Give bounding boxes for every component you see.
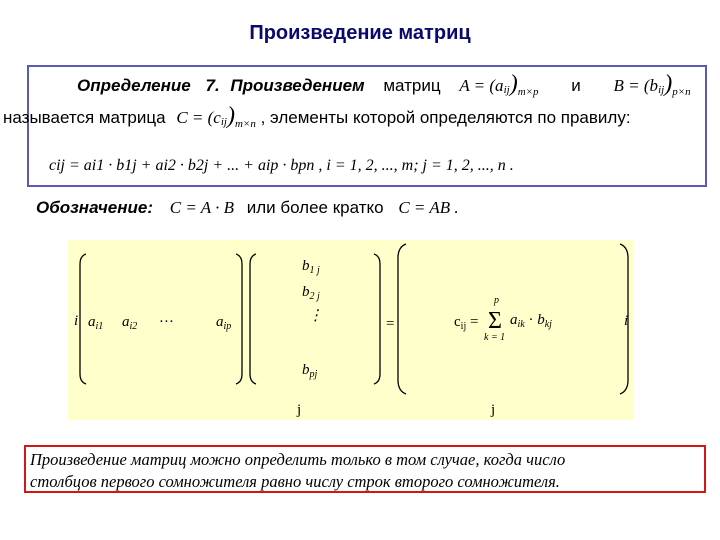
- matrix-B: $B = (bij)_{p\times n}$: [613, 71, 691, 98]
- matrix-A: $A = (aij)_{m\times p}$: [459, 71, 539, 98]
- definition-label: Определение: [77, 76, 191, 95]
- matrix-a-right-bracket: [236, 254, 242, 384]
- col-entry-2: $b_{2 j}$: [302, 284, 320, 302]
- sum-lower-limit: k = 1: [484, 332, 506, 343]
- matrix-C: $C = (cij)_{m\times n}$: [176, 103, 256, 130]
- and-word: и: [571, 76, 581, 95]
- matrix-b-right-bracket: [374, 254, 380, 384]
- row-index-left: i: [74, 313, 79, 329]
- sum-upper-limit: p: [494, 295, 499, 306]
- note-box: [24, 445, 706, 493]
- col-entry-1: $b_{1 j}$: [302, 258, 320, 276]
- equals-sign: =: [386, 316, 395, 332]
- notation-or-text: или более кратко: [246, 198, 384, 217]
- col-entry-last: $b_{pj}$: [302, 362, 318, 380]
- definition-number: 7.: [205, 76, 220, 95]
- called-text: называется матрица: [3, 108, 166, 127]
- rule-text: , элементы которой определяются по правилу:: [260, 108, 631, 127]
- result-left-bracket: [398, 244, 406, 394]
- row-entry-ellipsis: …: [160, 310, 174, 326]
- row-entry-last: $a_{ip}$: [216, 314, 232, 332]
- sum-term: $a_{ik} \cdot b_{kj}$: [510, 312, 552, 330]
- row-entry-2: $a_{i2}$: [122, 314, 138, 332]
- matrix-a-left-bracket: [80, 254, 86, 384]
- row-entry-1: $a_{i1}$: [88, 314, 104, 332]
- notation-formula-1: C = A · B: [169, 198, 234, 217]
- row-index-right: i: [624, 313, 629, 329]
- note-line-2: столбцов первого сомножителя равно числу строк второго сомножителя.: [30, 472, 560, 491]
- notation-formula-2: C = AB .: [398, 198, 459, 217]
- definition-formula: cij = ai1 · b1j + ai2 · b2j + ... + aip · bpn , i = 1, 2, ..., m; j = 1, 2, ..., n .: [49, 157, 514, 174]
- definition-word: Произведением: [230, 76, 365, 95]
- page-title: Произведение матриц: [249, 22, 471, 44]
- notation-label: Обозначение:: [36, 198, 154, 217]
- matrices-word: матриц: [383, 76, 441, 95]
- col-index-label-left: j: [297, 402, 302, 418]
- result-element: $c_{ij}$ =: [454, 314, 479, 332]
- col-index-label-right: j: [491, 402, 496, 418]
- note-line-1: Произведение матриц можно определить только в том случае, когда число: [30, 450, 566, 469]
- matrix-b-left-bracket: [250, 254, 256, 384]
- col-entry-ellipsis: ⋮: [308, 308, 323, 324]
- sum-sign: Σ: [488, 308, 502, 334]
